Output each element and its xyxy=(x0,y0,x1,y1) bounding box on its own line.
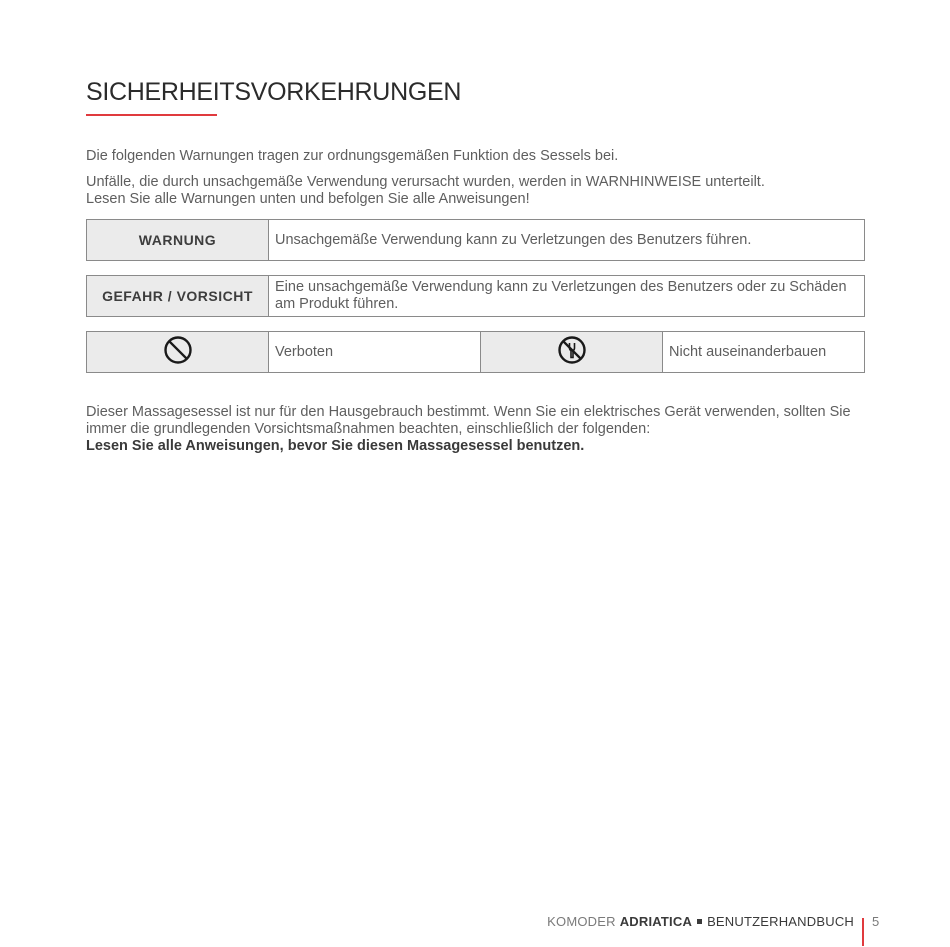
prohibited-icon xyxy=(163,335,193,370)
warning-intro-paragraph xyxy=(86,174,866,208)
no-disassembly-icon-cell xyxy=(481,332,663,372)
usage-paragraph xyxy=(86,404,866,455)
footer-divider xyxy=(862,918,864,946)
footer-model: ADRIATICA xyxy=(619,914,693,929)
footer-separator-square xyxy=(697,919,702,924)
warning-label: WARNUNG xyxy=(87,220,269,260)
usage-text: Dieser Massagesessel ist nur für den Hausgebrauch bestimmt. Wenn Sie ein elektrisches Gerät verwenden, sollten Sie immer die grundlegenden Vorsichtsmaßnahmen beachten, einschließlich der folgenden: xyxy=(86,404,851,437)
title-underline xyxy=(86,114,217,116)
prohibited-icon-cell xyxy=(87,332,269,372)
footer xyxy=(547,914,854,929)
no-disassembly-text: Nicht auseinanderbauen xyxy=(669,343,827,360)
warning-text: Unsachgemäße Verwendung kann zu Verletzungen des Benutzers führen. xyxy=(275,231,752,248)
footer-brand: KOMODER xyxy=(547,914,616,929)
caution-label: GEFAHR / VORSICHT xyxy=(87,276,269,316)
intro-paragraph: Die folgenden Warnungen tragen zur ordnungsgemäßen Funktion des Sessels bei. xyxy=(86,148,619,164)
symbols-box xyxy=(86,331,865,373)
warning-intro-line-1: Unfälle, die durch unsachgemäße Verwendung verursacht wurden, werden in WARNHINWEISE unterteilt. xyxy=(86,174,765,190)
caution-text: Eine unsachgemäße Verwendung kann zu Verletzungen des Benutzers oder zu Schäden am Produkt führen. xyxy=(275,279,847,312)
page-number: 5 xyxy=(872,914,880,929)
no-disassembly-icon xyxy=(557,335,587,370)
prohibited-text: Verboten xyxy=(269,332,481,372)
warning-intro-line-2: Lesen Sie alle Warnungen unten und befolgen Sie alle Anweisungen! xyxy=(86,191,530,207)
page-title: SICHERHEITSVORKEHRUNGEN xyxy=(86,78,462,106)
footer-manual: BENUTZERHANDBUCH xyxy=(707,914,854,929)
usage-bold-text: Lesen Sie alle Anweisungen, bevor Sie diesen Massagesessel benutzen. xyxy=(86,438,585,454)
warning-box xyxy=(86,219,865,261)
caution-box xyxy=(86,275,865,317)
